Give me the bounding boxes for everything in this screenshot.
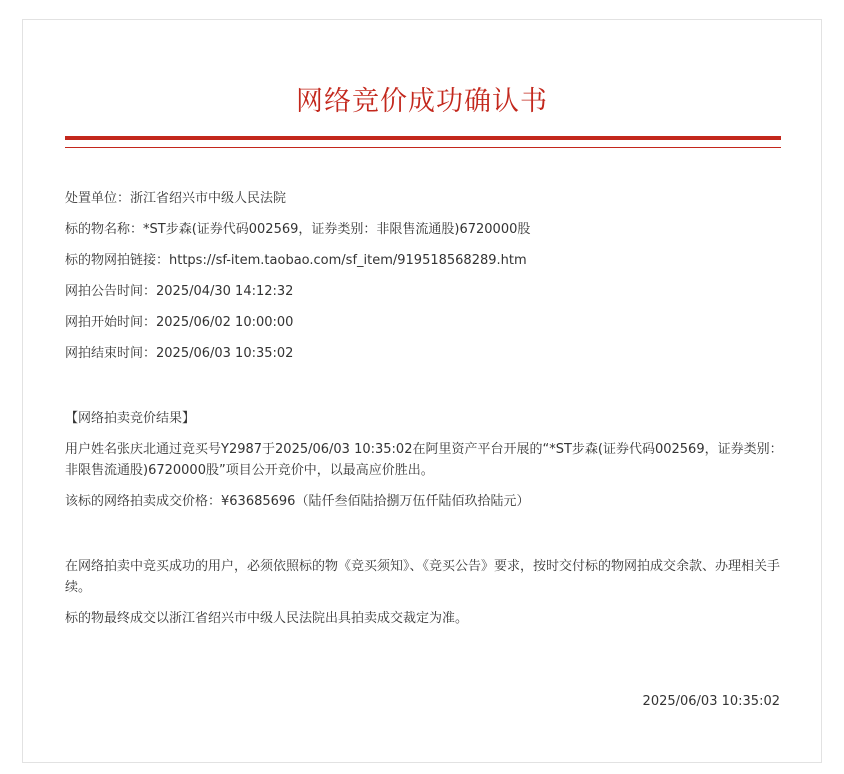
issue-date: 2025/06/03 10:35:02 [642, 694, 780, 709]
result-heading: 【网络拍卖竞价结果】 [65, 411, 196, 426]
announce-time: 网拍公告时间：2025/04/30 14:12:32 [65, 284, 294, 299]
winner-text: 用户姓名张庆北通过竞买号Y2987于2025/06/03 10:35:02在阿里资产平台开展的“*ST步森(证券代码002569，证券类别：非限售流通股)6720000股”项目公开竞价中，以最高应价胜出。 [65, 442, 783, 478]
document-title: 网络竞价成功确认书 [296, 86, 548, 117]
requirement-text: 在网络拍卖中竞买成功的用户，必须依照标的物《竞买须知》、《竞买公告》要求，按时交付标的物网拍成交余款、办理相关手续。 [65, 559, 781, 595]
title-divider-thick [65, 136, 781, 140]
price-text: 该标的网络拍卖成交价格：¥63685696（陆仟叁佰陆拾捌万伍仟陆佰玖拾陆元） [65, 494, 530, 509]
disposal-unit: 处置单位：浙江省绍兴市中级人民法院 [65, 191, 287, 206]
section-spacer [65, 374, 783, 408]
section-spacer [65, 522, 783, 556]
confirmation-document [22, 19, 822, 763]
final-text: 标的物最终成交以浙江省绍兴市中级人民法院出具拍卖成交裁定为准。 [65, 611, 469, 626]
title-divider-thin [65, 147, 781, 148]
start-time: 网拍开始时间：2025/06/02 10:00:00 [65, 315, 294, 330]
subject-name: 标的物名称：*ST步森(证券代码002569，证券类别：非限售流通股)6720000股 [65, 222, 531, 237]
document-body [65, 188, 783, 639]
subject-link: 标的物网拍链接：https://sf-item.taobao.com/sf_item/919518568289.htm [65, 253, 527, 268]
end-time: 网拍结束时间：2025/06/03 10:35:02 [65, 346, 294, 361]
